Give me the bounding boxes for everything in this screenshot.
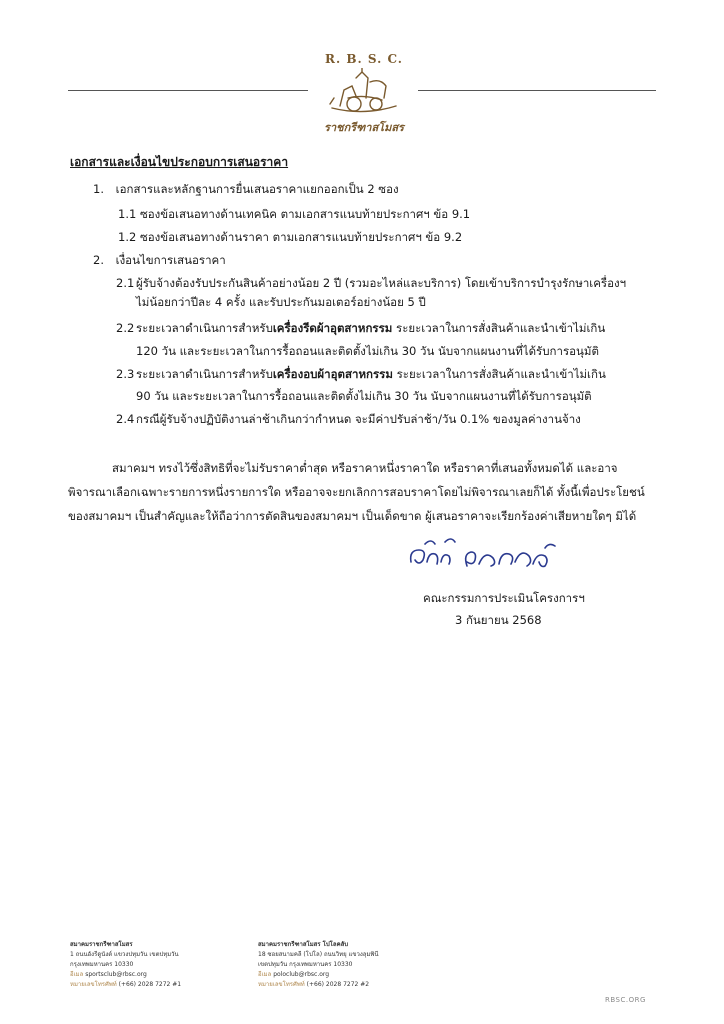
footer-left-email-row [70,970,181,980]
handwritten-signature [405,532,595,576]
condition-2-3-post: ระยะเวลาในการสั่งสินค้าและนำเข้าไม่เกิน [392,367,606,381]
condition-2-4-number: 2.4 [116,412,135,426]
footer-left-phone: (+66) 2028 7272 #1 [118,981,182,988]
document-date: 3 กันยายน 2568 [455,613,542,627]
footer-left-phone-label: หมายเลขโทรศัพท์ [70,981,117,988]
footer-left-address2: กรุงเทพมหานคร 10330 [70,961,134,968]
header-rule-left [68,90,308,91]
footer-left-title: สมาคมราชกรีฑาสโมสร [70,941,133,948]
footer-left-email-label: อีเมล [70,971,84,978]
footer-right-title: สมาคมราชกรีฑาสโมสร โปโลคลับ [258,941,349,948]
footer-left [70,940,181,990]
committee-name: คณะกรรมการประเมินโครงการฯ [423,591,585,605]
footer-right-email-label: อีเมล [258,971,272,978]
logo-letters: R. B. S. C. [325,52,403,66]
condition-2-1-line1: ผู้รับจ้างต้องรับประกันสินค้าอย่างน้อย 2 ปี (รวมอะไหล่และบริการ) โดยเข้าบริการบำรุงรักษาเครื่องฯ [136,276,627,290]
condition-2-2-line1 [136,320,605,336]
condition-2-3-line2: 90 วัน และระยะเวลาในการรื้อถอนและติดตั้งไม่เกิน 30 วัน นับจากแผนงานที่ได้รับการอนุมัติ [136,389,592,403]
condition-2-2-pre: ระยะเวลาดำเนินการสำหรับ [136,321,273,335]
paragraph-line1: สมาคมฯ ทรงไว้ซึ่งสิทธิที่จะไม่รับราคาต่ำสุด หรือราคาหนึ่งราคาใด หรือราคาที่เสนอทั้งหมดได้ และอาจ [112,461,618,475]
footer-left-phone-row [70,980,181,990]
footer-right-address2: เขตปทุมวัน กรุงเทพมหานคร 10330 [258,961,353,968]
item-1-text: เอกสารและหลักฐานการยื่นเสนอราคาแยกออกเป็น 2 ซอง [115,182,399,196]
chariot-emblem-icon [326,68,402,118]
footer-website-link[interactable]: RBSC.ORG [605,996,646,1004]
condition-2-3-number: 2.3 [116,367,135,381]
header-rule-right [418,90,656,91]
footer-right-phone-row [258,980,378,990]
condition-2-1-line2: ไม่น้อยกว่าปีละ 4 ครั้ง และรับประกันมอเตอร์อย่างน้อย 5 ปี [136,295,426,309]
item-1-2: 1.2 ซองข้อเสนอทางด้านราคา ตามเอกสารแนบท้ายประกาศฯ ข้อ 9.2 [118,230,463,244]
condition-2-2-number: 2.2 [116,321,135,335]
item-1-1: 1.1 ซองข้อเสนอทางด้านเทคนิค ตามเอกสารแนบท้ายประกาศฯ ข้อ 9.1 [118,207,471,221]
item-1 [93,181,399,197]
paragraph-line2: พิจารณาเลือกเฉพาะรายการหนึ่งรายการใด หรืออาจจะยกเลิกการสอบราคาโดยไม่พิจารณาเลยก็ได้ ทั้งนี้เพื่อประโยชน์ [68,485,645,499]
item-2-text: เงื่อนไขการเสนอราคา [115,253,226,267]
paragraph-line3: ของสมาคมฯ เป็นสำคัญและให้ถือว่าการตัดสินของสมาคมฯ เป็นเด็ดขาด ผู้เสนอราคาจะเรียกร้องค่าเสียหายใดๆ มิได้ [68,509,637,523]
condition-2-2-bold: เครื่องรีดผ้าอุตสาหกรรม [272,321,393,335]
footer-right-phone-label: หมายเลขโทรศัพท์ [258,981,305,988]
item-1-number: 1. [93,182,104,196]
condition-2-2-post: ระยะเวลาในการสั่งสินค้าและนำเข้าไม่เกิน [392,321,606,335]
footer-left-email[interactable]: sportsclub@rbsc.org [85,971,147,978]
condition-2-4-text: กรณีผู้รับจ้างปฏิบัติงานล่าช้าเกินกว่ากำหนด จะมีค่าปรับล่าช้า/วัน 0.1% ของมูลค่างานจ้าง [136,412,581,426]
footer-right-address1: 18 ซอยสนามคลี (โปโล) ถนนวิทยุ แขวงลุมพินี [258,951,379,958]
condition-2-3-bold: เครื่องอบผ้าอุตสาหกรรม [272,367,393,381]
footer-right [258,940,378,990]
rbsc-logo [312,48,416,140]
footer-right-email-row [258,970,378,980]
footer-left-address1: 1 ถนนอังรีดูนังต์ แขวงปทุมวัน เขตปทุมวัน [70,951,179,958]
item-2-number: 2. [93,253,104,267]
logo-thai-name: ราชกรีฑาสโมสร [324,121,404,134]
item-2 [93,252,226,268]
condition-2-2-line2: 120 วัน และระยะเวลาในการรื้อถอนและติดตั้งไม่เกิน 30 วัน นับจากแผนงานที่ได้รับการอนุมัติ [136,344,599,358]
section-heading: เอกสารและเงื่อนไขประกอบการเสนอราคา [70,155,289,169]
condition-2-3-pre: ระยะเวลาดำเนินการสำหรับ [136,367,273,381]
footer-right-email[interactable]: poloclub@rbsc.org [273,971,330,978]
condition-2-3-line1 [136,366,606,382]
footer-right-phone: (+66) 2028 7272 #2 [306,981,370,988]
condition-2-1-number: 2.1 [116,276,135,290]
